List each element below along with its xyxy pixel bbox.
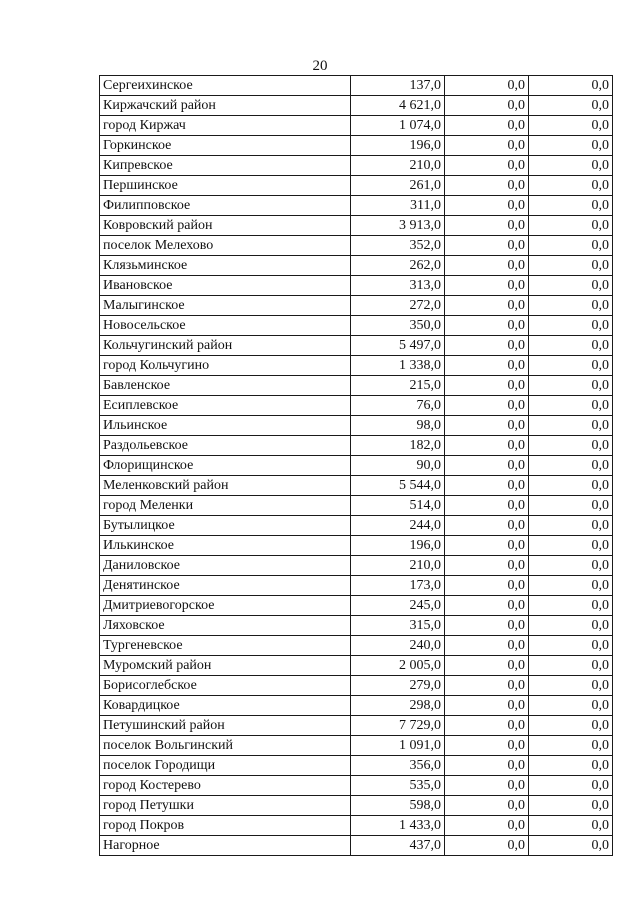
table-row bbox=[100, 376, 613, 396]
value-cell-2: 0,0 bbox=[445, 836, 529, 856]
value-cell-3: 0,0 bbox=[529, 576, 613, 596]
value-cell-1: 1 338,0 bbox=[351, 356, 445, 376]
value-cell-3: 0,0 bbox=[529, 396, 613, 416]
value-cell-1: 244,0 bbox=[351, 516, 445, 536]
value-cell-2: 0,0 bbox=[445, 676, 529, 696]
value-cell-1: 311,0 bbox=[351, 196, 445, 216]
value-cell-2: 0,0 bbox=[445, 756, 529, 776]
value-cell-3: 0,0 bbox=[529, 416, 613, 436]
municipality-name-cell: город Меленки bbox=[100, 496, 351, 516]
value-cell-2: 0,0 bbox=[445, 256, 529, 276]
municipality-name-cell: Першинское bbox=[100, 176, 351, 196]
table-row bbox=[100, 176, 613, 196]
municipality-name-cell: поселок Вольгинский bbox=[100, 736, 351, 756]
value-cell-3: 0,0 bbox=[529, 616, 613, 636]
table-row bbox=[100, 556, 613, 576]
value-cell-1: 313,0 bbox=[351, 276, 445, 296]
municipality-name-cell: поселок Мелехово bbox=[100, 236, 351, 256]
value-cell-3: 0,0 bbox=[529, 156, 613, 176]
value-cell-2: 0,0 bbox=[445, 216, 529, 236]
municipality-name-cell: Ковардицкое bbox=[100, 696, 351, 716]
table-row bbox=[100, 416, 613, 436]
value-cell-1: 272,0 bbox=[351, 296, 445, 316]
municipality-name-cell: город Покров bbox=[100, 816, 351, 836]
value-cell-3: 0,0 bbox=[529, 176, 613, 196]
municipality-name-cell: Борисоглебское bbox=[100, 676, 351, 696]
table-row bbox=[100, 156, 613, 176]
value-cell-1: 215,0 bbox=[351, 376, 445, 396]
municipality-name-cell: Сергеихинское bbox=[100, 76, 351, 96]
value-cell-1: 76,0 bbox=[351, 396, 445, 416]
table-row bbox=[100, 716, 613, 736]
value-cell-2: 0,0 bbox=[445, 696, 529, 716]
table-row bbox=[100, 736, 613, 756]
municipality-name-cell: Есиплевское bbox=[100, 396, 351, 416]
table-body bbox=[100, 76, 613, 856]
value-cell-3: 0,0 bbox=[529, 556, 613, 576]
value-cell-2: 0,0 bbox=[445, 356, 529, 376]
value-cell-1: 1 091,0 bbox=[351, 736, 445, 756]
value-cell-3: 0,0 bbox=[529, 776, 613, 796]
value-cell-3: 0,0 bbox=[529, 96, 613, 116]
value-cell-1: 245,0 bbox=[351, 596, 445, 616]
table-row bbox=[100, 476, 613, 496]
municipality-name-cell: Дмитриевогорское bbox=[100, 596, 351, 616]
value-cell-3: 0,0 bbox=[529, 716, 613, 736]
value-cell-2: 0,0 bbox=[445, 296, 529, 316]
value-cell-1: 298,0 bbox=[351, 696, 445, 716]
value-cell-1: 514,0 bbox=[351, 496, 445, 516]
value-cell-1: 262,0 bbox=[351, 256, 445, 276]
value-cell-1: 3 913,0 bbox=[351, 216, 445, 236]
value-cell-2: 0,0 bbox=[445, 136, 529, 156]
table-row bbox=[100, 256, 613, 276]
value-cell-1: 437,0 bbox=[351, 836, 445, 856]
value-cell-3: 0,0 bbox=[529, 756, 613, 776]
municipality-name-cell: Новосельское bbox=[100, 316, 351, 336]
value-cell-2: 0,0 bbox=[445, 76, 529, 96]
value-cell-1: 4 621,0 bbox=[351, 96, 445, 116]
table-row bbox=[100, 636, 613, 656]
table-row bbox=[100, 456, 613, 476]
table-row bbox=[100, 696, 613, 716]
value-cell-3: 0,0 bbox=[529, 356, 613, 376]
value-cell-2: 0,0 bbox=[445, 536, 529, 556]
municipality-name-cell: город Киржач bbox=[100, 116, 351, 136]
value-cell-2: 0,0 bbox=[445, 816, 529, 836]
table-row bbox=[100, 436, 613, 456]
municipality-name-cell: Муромский район bbox=[100, 656, 351, 676]
value-cell-2: 0,0 bbox=[445, 396, 529, 416]
value-cell-3: 0,0 bbox=[529, 736, 613, 756]
municipality-name-cell: Бутылицкое bbox=[100, 516, 351, 536]
value-cell-2: 0,0 bbox=[445, 556, 529, 576]
value-cell-2: 0,0 bbox=[445, 596, 529, 616]
value-cell-2: 0,0 bbox=[445, 496, 529, 516]
value-cell-3: 0,0 bbox=[529, 496, 613, 516]
value-cell-1: 350,0 bbox=[351, 316, 445, 336]
value-cell-3: 0,0 bbox=[529, 276, 613, 296]
municipality-name-cell: город Кольчугино bbox=[100, 356, 351, 376]
value-cell-2: 0,0 bbox=[445, 176, 529, 196]
municipality-name-cell: город Петушки bbox=[100, 796, 351, 816]
value-cell-1: 196,0 bbox=[351, 536, 445, 556]
value-cell-3: 0,0 bbox=[529, 836, 613, 856]
page-number: 20 bbox=[312, 58, 328, 74]
value-cell-2: 0,0 bbox=[445, 636, 529, 656]
value-cell-1: 240,0 bbox=[351, 636, 445, 656]
value-cell-3: 0,0 bbox=[529, 456, 613, 476]
municipality-name-cell: Нагорное bbox=[100, 836, 351, 856]
table-row bbox=[100, 396, 613, 416]
value-cell-1: 356,0 bbox=[351, 756, 445, 776]
table-row bbox=[100, 516, 613, 536]
table-row bbox=[100, 316, 613, 336]
table-row bbox=[100, 196, 613, 216]
value-cell-3: 0,0 bbox=[529, 436, 613, 456]
value-cell-1: 137,0 bbox=[351, 76, 445, 96]
table-row bbox=[100, 116, 613, 136]
value-cell-3: 0,0 bbox=[529, 76, 613, 96]
municipality-name-cell: Киржачский район bbox=[100, 96, 351, 116]
municipality-name-cell: Бавленское bbox=[100, 376, 351, 396]
value-cell-2: 0,0 bbox=[445, 576, 529, 596]
value-cell-2: 0,0 bbox=[445, 716, 529, 736]
value-cell-1: 182,0 bbox=[351, 436, 445, 456]
municipality-name-cell: Флорищинское bbox=[100, 456, 351, 476]
value-cell-2: 0,0 bbox=[445, 96, 529, 116]
municipality-name-cell: Тургеневское bbox=[100, 636, 351, 656]
municipality-name-cell: Горкинское bbox=[100, 136, 351, 156]
municipality-name-cell: Петушинский район bbox=[100, 716, 351, 736]
value-cell-1: 598,0 bbox=[351, 796, 445, 816]
value-cell-3: 0,0 bbox=[529, 476, 613, 496]
value-cell-1: 90,0 bbox=[351, 456, 445, 476]
value-cell-3: 0,0 bbox=[529, 816, 613, 836]
municipality-name-cell: Кольчугинский район bbox=[100, 336, 351, 356]
municipality-name-cell: Малыгинское bbox=[100, 296, 351, 316]
value-cell-3: 0,0 bbox=[529, 256, 613, 276]
table-row bbox=[100, 356, 613, 376]
value-cell-2: 0,0 bbox=[445, 436, 529, 456]
table-row bbox=[100, 756, 613, 776]
value-cell-1: 261,0 bbox=[351, 176, 445, 196]
table-row bbox=[100, 596, 613, 616]
table-row bbox=[100, 496, 613, 516]
table-row bbox=[100, 796, 613, 816]
value-cell-3: 0,0 bbox=[529, 536, 613, 556]
value-cell-2: 0,0 bbox=[445, 616, 529, 636]
municipality-name-cell: Ковровский район bbox=[100, 216, 351, 236]
value-cell-2: 0,0 bbox=[445, 416, 529, 436]
value-cell-1: 5 544,0 bbox=[351, 476, 445, 496]
value-cell-2: 0,0 bbox=[445, 156, 529, 176]
value-cell-2: 0,0 bbox=[445, 476, 529, 496]
value-cell-2: 0,0 bbox=[445, 736, 529, 756]
value-cell-3: 0,0 bbox=[529, 216, 613, 236]
municipality-name-cell: Раздольевское bbox=[100, 436, 351, 456]
value-cell-1: 7 729,0 bbox=[351, 716, 445, 736]
municipality-name-cell: Даниловское bbox=[100, 556, 351, 576]
value-cell-3: 0,0 bbox=[529, 136, 613, 156]
municipality-name-cell: Денятинское bbox=[100, 576, 351, 596]
value-cell-3: 0,0 bbox=[529, 636, 613, 656]
value-cell-3: 0,0 bbox=[529, 316, 613, 336]
value-cell-1: 196,0 bbox=[351, 136, 445, 156]
table-row bbox=[100, 676, 613, 696]
municipality-name-cell: Клязьминское bbox=[100, 256, 351, 276]
value-cell-1: 352,0 bbox=[351, 236, 445, 256]
table-row bbox=[100, 216, 613, 236]
value-cell-3: 0,0 bbox=[529, 296, 613, 316]
table-row bbox=[100, 96, 613, 116]
value-cell-3: 0,0 bbox=[529, 196, 613, 216]
value-cell-1: 535,0 bbox=[351, 776, 445, 796]
value-cell-3: 0,0 bbox=[529, 676, 613, 696]
value-cell-2: 0,0 bbox=[445, 236, 529, 256]
value-cell-3: 0,0 bbox=[529, 796, 613, 816]
value-cell-1: 5 497,0 bbox=[351, 336, 445, 356]
value-cell-3: 0,0 bbox=[529, 376, 613, 396]
value-cell-1: 210,0 bbox=[351, 556, 445, 576]
table-row bbox=[100, 336, 613, 356]
value-cell-3: 0,0 bbox=[529, 336, 613, 356]
value-cell-1: 2 005,0 bbox=[351, 656, 445, 676]
value-cell-2: 0,0 bbox=[445, 516, 529, 536]
value-cell-3: 0,0 bbox=[529, 116, 613, 136]
value-cell-1: 315,0 bbox=[351, 616, 445, 636]
table-row bbox=[100, 576, 613, 596]
table-row bbox=[100, 136, 613, 156]
municipality-name-cell: Ляховское bbox=[100, 616, 351, 636]
table-row bbox=[100, 296, 613, 316]
value-cell-1: 279,0 bbox=[351, 676, 445, 696]
table-row bbox=[100, 836, 613, 856]
municipality-name-cell: Ильинское bbox=[100, 416, 351, 436]
municipality-name-cell: город Костерево bbox=[100, 776, 351, 796]
value-cell-2: 0,0 bbox=[445, 796, 529, 816]
municipality-name-cell: Меленковский район bbox=[100, 476, 351, 496]
data-table bbox=[99, 75, 613, 856]
table-row bbox=[100, 276, 613, 296]
value-cell-2: 0,0 bbox=[445, 656, 529, 676]
value-cell-3: 0,0 bbox=[529, 696, 613, 716]
table-row bbox=[100, 536, 613, 556]
value-cell-1: 98,0 bbox=[351, 416, 445, 436]
value-cell-1: 173,0 bbox=[351, 576, 445, 596]
value-cell-1: 210,0 bbox=[351, 156, 445, 176]
municipality-name-cell: поселок Городищи bbox=[100, 756, 351, 776]
municipality-name-cell: Илькинское bbox=[100, 536, 351, 556]
value-cell-2: 0,0 bbox=[445, 316, 529, 336]
value-cell-2: 0,0 bbox=[445, 276, 529, 296]
municipality-name-cell: Кипревское bbox=[100, 156, 351, 176]
table-row bbox=[100, 656, 613, 676]
table-row bbox=[100, 816, 613, 836]
value-cell-3: 0,0 bbox=[529, 656, 613, 676]
value-cell-3: 0,0 bbox=[529, 236, 613, 256]
value-cell-1: 1 433,0 bbox=[351, 816, 445, 836]
table-row bbox=[100, 76, 613, 96]
value-cell-2: 0,0 bbox=[445, 336, 529, 356]
value-cell-2: 0,0 bbox=[445, 776, 529, 796]
value-cell-3: 0,0 bbox=[529, 516, 613, 536]
value-cell-2: 0,0 bbox=[445, 196, 529, 216]
table-row bbox=[100, 616, 613, 636]
municipality-name-cell: Филипповское bbox=[100, 196, 351, 216]
value-cell-1: 1 074,0 bbox=[351, 116, 445, 136]
value-cell-2: 0,0 bbox=[445, 376, 529, 396]
value-cell-2: 0,0 bbox=[445, 116, 529, 136]
table-row bbox=[100, 236, 613, 256]
value-cell-2: 0,0 bbox=[445, 456, 529, 476]
municipality-name-cell: Ивановское bbox=[100, 276, 351, 296]
value-cell-3: 0,0 bbox=[529, 596, 613, 616]
table-row bbox=[100, 776, 613, 796]
